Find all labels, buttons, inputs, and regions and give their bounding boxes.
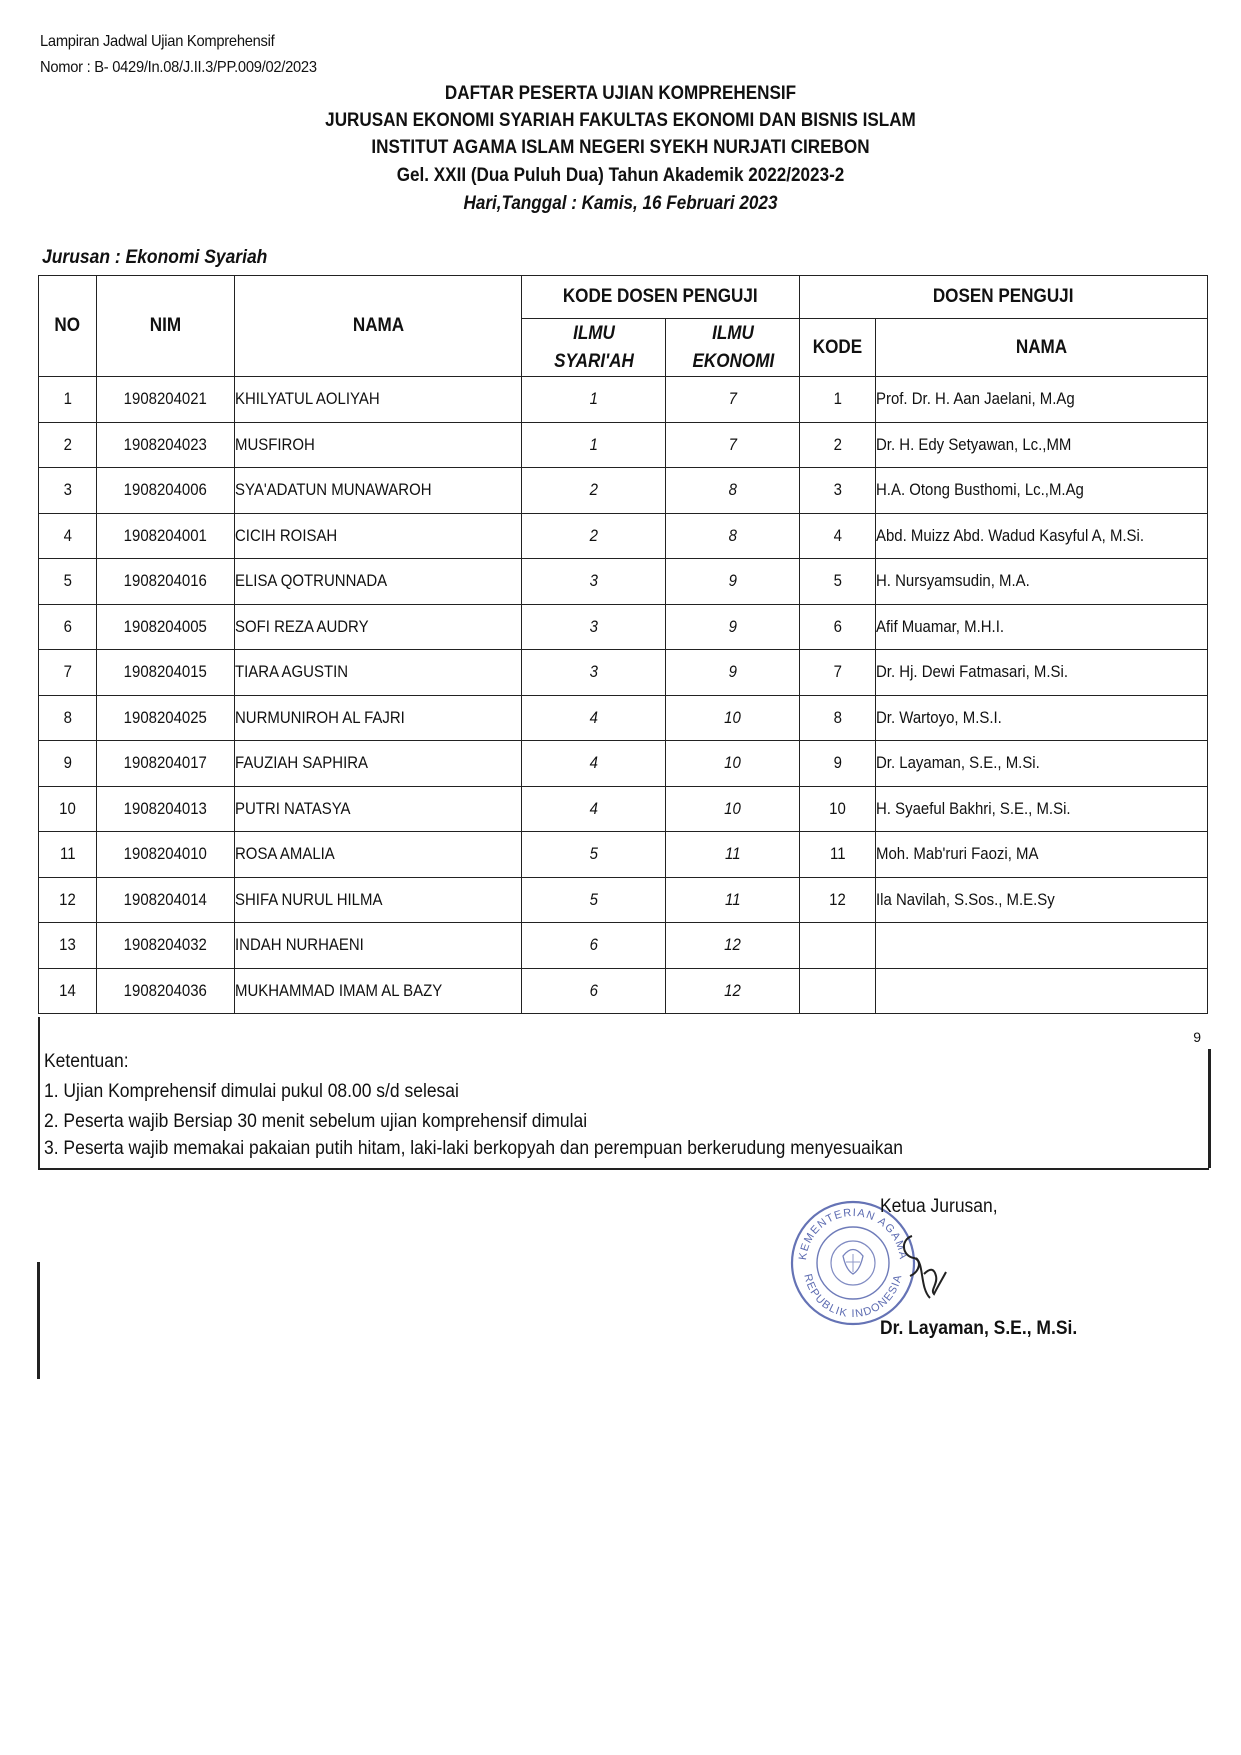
cell-dosen: H. Syaeful Bakhri, S.E., M.Si. — [876, 786, 1208, 832]
cell-dosen: Prof. Dr. H. Aan Jaelani, M.Ag — [876, 377, 1208, 423]
cell-kode: 5 — [800, 559, 876, 605]
cell-syariah: 5 — [522, 877, 666, 923]
cell-nim: 1908204025 — [97, 695, 235, 741]
table-row — [39, 923, 1208, 969]
table-row — [39, 650, 1208, 696]
cell-syariah: 2 — [522, 468, 666, 514]
cell-nim: 1908204017 — [97, 741, 235, 787]
cell-dosen: H. Nursyamsudin, M.A. — [876, 559, 1208, 605]
cell-dosen: Afif Muamar, M.H.I. — [876, 604, 1208, 650]
cell-nim: 1908204006 — [97, 468, 235, 514]
cell-kode: 10 — [800, 786, 876, 832]
cell-ekonomi: 7 — [666, 422, 800, 468]
title-line-4: Gel. XXII (Dua Puluh Dua) Tahun Akademik 2022/2023-2 — [396, 165, 845, 186]
cell-ekonomi: 12 — [666, 968, 800, 1014]
cell-nim: 1908204023 — [97, 422, 235, 468]
cell-no: 12 — [39, 877, 97, 923]
cell-kode: 11 — [800, 832, 876, 878]
cell-nama: CICIH ROISAH — [235, 513, 522, 559]
cell-kode: 12 — [800, 877, 876, 923]
cell-ekonomi: 8 — [666, 468, 800, 514]
cell-nim: 1908204036 — [97, 968, 235, 1014]
cell-syariah: 1 — [522, 422, 666, 468]
cell-nim: 1908204005 — [97, 604, 235, 650]
cell-kode: 1 — [800, 377, 876, 423]
cell-syariah: 4 — [522, 741, 666, 787]
title-line-date: Hari,Tanggal : Kamis, 16 Februari 2023 — [463, 193, 778, 214]
title-line-3: INSTITUT AGAMA ISLAM NEGERI SYEKH NURJATI CIREBON — [371, 137, 870, 158]
cell-ekonomi: 11 — [666, 877, 800, 923]
participants-table — [38, 275, 1208, 1014]
cell-dosen: Ila Navilah, S.Sos., M.E.Sy — [876, 877, 1208, 923]
note-item-3: 3. Peserta wajib memakai pakaian putih hitam, laki-laki berkopyah dan perempuan berkerudung menyesuaikan — [44, 1138, 903, 1159]
header-kode: KODE — [800, 319, 876, 377]
notes-box — [38, 1017, 1209, 1170]
cell-nama: PUTRI NATASYA — [235, 786, 522, 832]
header-ilmu-ekonomi: ILMU EKONOMI — [666, 319, 800, 377]
cell-syariah: 6 — [522, 923, 666, 969]
cell-nim: 1908204032 — [97, 923, 235, 969]
cell-syariah: 6 — [522, 968, 666, 1014]
cell-no: 9 — [39, 741, 97, 787]
cell-nim: 1908204021 — [97, 377, 235, 423]
cell-syariah: 4 — [522, 786, 666, 832]
cell-nama: SHIFA NURUL HILMA — [235, 877, 522, 923]
stamp-text-bottom: REPUBLIK INDONESIA — [801, 1272, 905, 1321]
header-no: NO — [39, 276, 97, 377]
cell-dosen: H.A. Otong Busthomi, Lc.,M.Ag — [876, 468, 1208, 514]
header-ilmu-syariah: ILMU SYARI'AH — [522, 319, 666, 377]
cell-syariah: 5 — [522, 832, 666, 878]
cell-nama: KHILYATUL AOLIYAH — [235, 377, 522, 423]
cell-ekonomi: 11 — [666, 832, 800, 878]
cell-no: 1 — [39, 377, 97, 423]
cell-syariah: 1 — [522, 377, 666, 423]
cell-nama: TIARA AGUSTIN — [235, 650, 522, 696]
cell-ekonomi: 9 — [666, 604, 800, 650]
cell-nama: INDAH NURHAENI — [235, 923, 522, 969]
page-number: 9 — [1193, 1029, 1201, 1045]
cell-ekonomi: 7 — [666, 377, 800, 423]
cell-nama: MUSFIROH — [235, 422, 522, 468]
cell-kode: 9 — [800, 741, 876, 787]
table-row — [39, 741, 1208, 787]
cell-no: 14 — [39, 968, 97, 1014]
cell-kode: 4 — [800, 513, 876, 559]
cell-nama: MUKHAMMAD IMAM AL BAZY — [235, 968, 522, 1014]
cell-nim: 1908204013 — [97, 786, 235, 832]
cell-ekonomi: 9 — [666, 650, 800, 696]
cell-kode — [800, 923, 876, 969]
cell-no: 10 — [39, 786, 97, 832]
cell-no: 4 — [39, 513, 97, 559]
cell-dosen: Dr. Layaman, S.E., M.Si. — [876, 741, 1208, 787]
cell-dosen: Dr. H. Edy Setyawan, Lc.,MM — [876, 422, 1208, 468]
cell-nama: SYA'ADATUN MUNAWAROH — [235, 468, 522, 514]
cell-syariah: 3 — [522, 604, 666, 650]
note-item-2: 2. Peserta wajib Bersiap 30 menit sebelum ujian komprehensif dimulai — [44, 1111, 588, 1132]
cell-dosen: Moh. Mab'ruri Faozi, MA — [876, 832, 1208, 878]
signatory-name: Dr. Layaman, S.E., M.Si. — [880, 1318, 1078, 1339]
table-row — [39, 786, 1208, 832]
cell-no: 8 — [39, 695, 97, 741]
cell-dosen: Abd. Muizz Abd. Wadud Kasyful A, M.Si. — [876, 513, 1208, 559]
cell-nim: 1908204010 — [97, 832, 235, 878]
cell-nim: 1908204001 — [97, 513, 235, 559]
handwritten-signature — [890, 1228, 960, 1308]
table-row — [39, 559, 1208, 605]
cell-syariah: 3 — [522, 559, 666, 605]
header-nim: NIM — [97, 276, 235, 377]
cell-nama: FAUZIAH SAPHIRA — [235, 741, 522, 787]
cell-kode: 2 — [800, 422, 876, 468]
header-nama: NAMA — [235, 276, 522, 377]
cell-no: 5 — [39, 559, 97, 605]
note-item-1: 1. Ujian Komprehensif dimulai pukul 08.00 s/d selesai — [44, 1081, 459, 1102]
cell-ekonomi: 10 — [666, 695, 800, 741]
header-dosen-penguji: DOSEN PENGUJI — [800, 276, 1208, 319]
cell-ekonomi: 10 — [666, 786, 800, 832]
document-number: Nomor : B- 0429/In.08/J.II.3/PP.009/02/2023 — [40, 59, 317, 76]
cell-kode: 7 — [800, 650, 876, 696]
cell-ekonomi: 9 — [666, 559, 800, 605]
cell-ekonomi: 10 — [666, 741, 800, 787]
cell-syariah: 2 — [522, 513, 666, 559]
cell-no: 2 — [39, 422, 97, 468]
cell-kode: 8 — [800, 695, 876, 741]
cell-nim: 1908204016 — [97, 559, 235, 605]
cell-nim: 1908204015 — [97, 650, 235, 696]
cell-nama: NURMUNIROH AL FAJRI — [235, 695, 522, 741]
department-label: Jurusan : Ekonomi Syariah — [42, 247, 268, 268]
cell-kode — [800, 968, 876, 1014]
signatory-role: Ketua Jurusan, — [880, 1196, 998, 1217]
cell-ekonomi: 12 — [666, 923, 800, 969]
table-row — [39, 877, 1208, 923]
title-line-2: JURUSAN EKONOMI SYARIAH FAKULTAS EKONOMI DAN BISNIS ISLAM — [325, 110, 916, 131]
table-row — [39, 695, 1208, 741]
cell-nim: 1908204014 — [97, 877, 235, 923]
cell-dosen: Dr. Wartoyo, M.S.I. — [876, 695, 1208, 741]
cell-dosen — [876, 923, 1208, 969]
cell-dosen: Dr. Hj. Dewi Fatmasari, M.Si. — [876, 650, 1208, 696]
cell-syariah: 4 — [522, 695, 666, 741]
cell-no: 3 — [39, 468, 97, 514]
cell-ekonomi: 8 — [666, 513, 800, 559]
title-line-1: DAFTAR PESERTA UJIAN KOMPREHENSIF — [444, 83, 797, 104]
header-kode-dosen-penguji: KODE DOSEN PENGUJI — [522, 276, 800, 319]
cell-nama: ROSA AMALIA — [235, 832, 522, 878]
table-row — [39, 968, 1208, 1014]
margin-bar — [37, 1262, 40, 1379]
table-row — [39, 468, 1208, 514]
cell-no: 7 — [39, 650, 97, 696]
cell-nama: ELISA QOTRUNNADA — [235, 559, 522, 605]
table-row — [39, 422, 1208, 468]
notes-heading: Ketentuan: — [44, 1051, 129, 1072]
stamp-text-top: KEMENTERIAN AGAMA — [796, 1206, 910, 1261]
cell-no: 13 — [39, 923, 97, 969]
cell-syariah: 3 — [522, 650, 666, 696]
table-row — [39, 513, 1208, 559]
header-nama-dosen: NAMA — [876, 319, 1208, 377]
table-row — [39, 604, 1208, 650]
cell-kode: 3 — [800, 468, 876, 514]
attachment-label: Lampiran Jadwal Ujian Komprehensif — [40, 33, 275, 50]
cell-no: 11 — [39, 832, 97, 878]
table-row — [39, 832, 1208, 878]
cell-kode: 6 — [800, 604, 876, 650]
cell-dosen — [876, 968, 1208, 1014]
table-row — [39, 377, 1208, 423]
cell-no: 6 — [39, 604, 97, 650]
cell-nama: SOFI REZA AUDRY — [235, 604, 522, 650]
